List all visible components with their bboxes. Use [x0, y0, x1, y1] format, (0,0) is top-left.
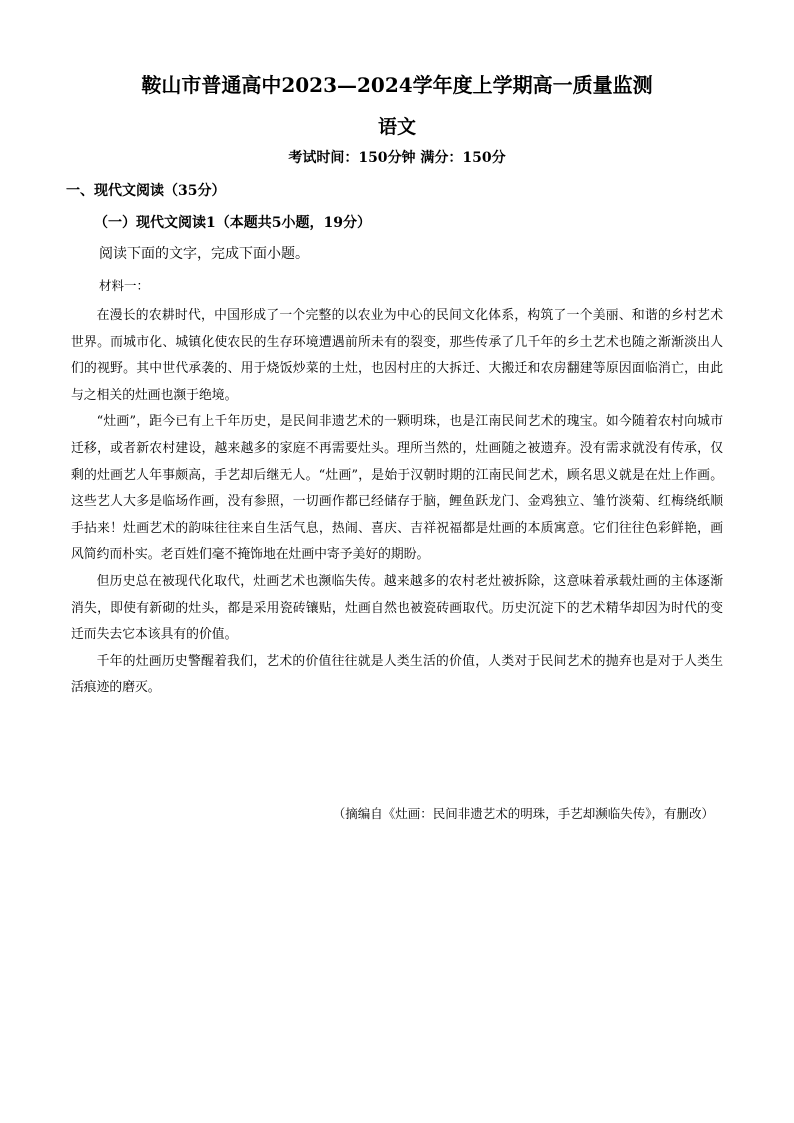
passage-paragraph-4: 千年的灶画历史警醒着我们，艺术的价值往往就是人类生活的价值，人类对于民间艺术的抛弃也是对于人类生活痕迹的磨灭。	[71, 653, 723, 696]
subject-title: 语文	[377, 116, 416, 138]
exam-info: 考试时间：150分钟 满分：150分	[288, 150, 506, 166]
sub-section-heading: （一）现代文阅读1（本题共5小题，19分）	[94, 215, 371, 231]
passage-paragraph-1: 在漫长的农耕时代，中国形成了一个完整的以农业为中心的民间文化体系，构筑了一个美丽、和谐的乡村艺术世界。而城市化、城镇化使农民的生存环境遭遇前所未有的裂变，那些传承了几千年的乡土艺术也随之渐渐淡出人们的视野。其中世代承袭的、用于烧饭炒菜的土灶，也因村庄的大拆迁、大搬迁和农房翻建等原因面临消亡，由此与之相关的灶画也濒于绝境。	[71, 308, 723, 403]
reading-instruction: 阅读下面的文字，完成下面小题。	[99, 246, 309, 262]
exam-title: 鞍山市普通高中2023—2024学年度上学期高一质量监测	[141, 73, 653, 97]
material-label: 材料一：	[99, 278, 150, 293]
source-citation: （摘编自《灶画：民间非遗艺术的明珠，手艺却濒临失传》，有删改）	[332, 806, 714, 821]
section-heading: 一、现代文阅读（35分）	[66, 183, 226, 199]
passage-paragraph-2: “灶画”，距今已有上千年历史，是民间非遗艺术的一颗明珠，也是江南民间艺术的瑰宝。如今随着农村向城市迁移，或者新农村建设，越来越多的家庭不再需要灶头。理所当然的，灶画随之被遗弃。没有需求就没有传承，仅剩的灶画艺人年事颇高，手艺却后继无人。“灶画”，是始于汉朝时期的江南民间艺术，顾名思义就是在灶上作画。这些艺人大多是临场作画，没有参照，一切画作都已经储存于脑，鲤鱼跃龙门、金鸡独立、雏竹淡菊、红梅绕纸顺手拈来！灶画艺术的韵味往往来自生活气息，热闹、喜庆、吉祥祝福都是灶画的本质寓意。它们往往色彩鲜艳，画风简约而朴实。老百姓们毫不掩饰地在灶画中寄予美好的期盼。	[71, 414, 723, 563]
passage-body	[71, 303, 723, 702]
passage-paragraph-3: 但历史总在被现代化取代，灶画艺术也濒临失传。越来越多的农村老灶被拆除，这意味着承载灶画的主体逐渐消失，即使有新砌的灶头，都是采用瓷砖镶贴，灶画自然也被瓷砖画取代。历史沉淀下的艺术精华却因为时代的变迁而失去它本该具有的价值。	[71, 573, 723, 643]
